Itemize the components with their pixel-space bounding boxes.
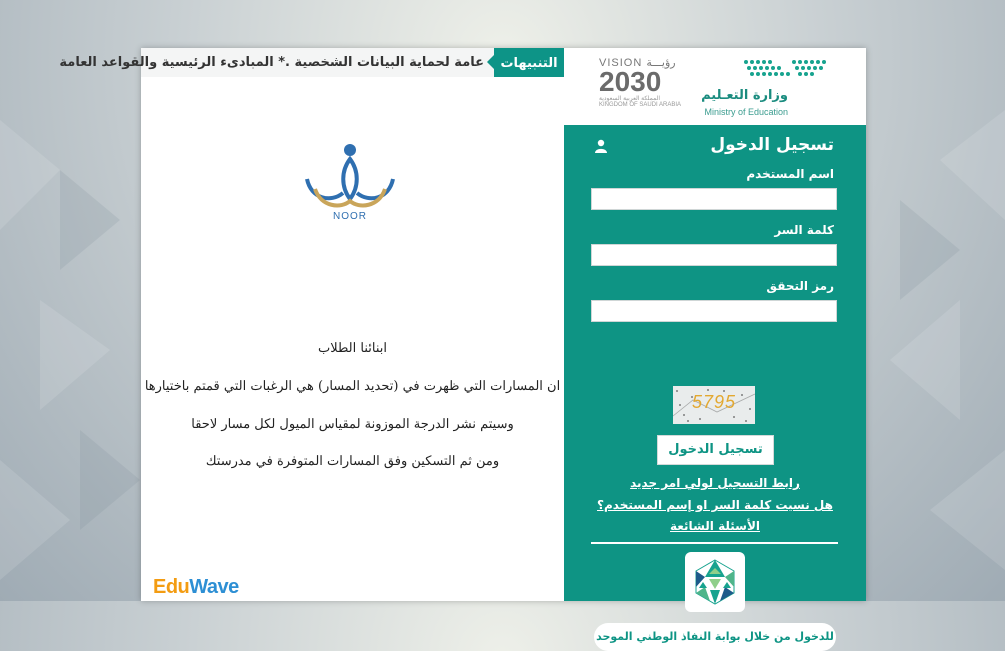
ticker-text[interactable]: عامة لحماية البيانات الشخصية .* المبادىء الرئيسية والقواعد العامة — [59, 55, 484, 70]
moe-dots-icon — [740, 56, 832, 84]
vision-label: VISION رؤيـــة — [599, 57, 676, 69]
moe-name-en: Ministry of Education — [704, 107, 788, 117]
message-line-2: ان المسارات التي ظهرت في (تحديد المسار) هي الرغبات التي قمتم باختيارها — [144, 379, 561, 394]
password-label: كلمة السر — [774, 223, 834, 237]
faq-link[interactable]: الأسئلة الشائعة — [670, 519, 760, 533]
vision-2030-logo — [599, 56, 689, 108]
vision-sub-ar: المملكة العربية السعودية — [599, 96, 661, 102]
vision-sub-en: KINGDOM OF SAUDI ARABIA — [599, 102, 682, 108]
forgot-password-link[interactable]: هل نسيت كلمة السر او إسم المستخدم؟ — [597, 498, 833, 512]
nafath-icon — [685, 552, 745, 612]
user-icon — [594, 139, 608, 153]
moe-name-ar: وزارة التعـليم — [701, 88, 788, 103]
captcha-code: 5795 — [691, 392, 737, 412]
guardian-register-link[interactable]: رابط التسجيل لولي امر جديد — [630, 476, 800, 490]
noor-logo — [301, 141, 401, 221]
page-frame — [59, 48, 866, 643]
username-label: اسم المستخدم — [746, 167, 834, 181]
password-input[interactable] — [591, 244, 837, 266]
nafath-login-button[interactable]: للدخول من خلال بوابة النفاذ الوطني الموحد — [594, 623, 836, 651]
eduwave-edu: Edu — [153, 576, 190, 598]
info-panel — [141, 77, 564, 601]
eduwave-wave: Wave — [189, 576, 239, 598]
captcha-label: رمز التحقق — [766, 279, 834, 293]
eduwave-logo — [153, 576, 239, 599]
nafath-logo[interactable] — [685, 552, 745, 612]
captcha-image — [673, 386, 755, 424]
login-panel — [564, 125, 866, 643]
message-line-3: وسيتم نشر الدرجة الموزونة لمقياس الميول لكل مسار لاحقا — [191, 417, 514, 432]
captcha-input[interactable] — [591, 300, 837, 322]
username-input[interactable] — [591, 188, 837, 210]
login-button[interactable]: تسجيل الدخول — [657, 435, 774, 465]
ticker-label: التنبيهات — [494, 48, 564, 77]
header-logos — [564, 48, 866, 125]
noor-logo-text: NOOR — [333, 211, 367, 222]
login-title: تسجيل الدخول — [710, 135, 834, 155]
vision-year: 2030 — [599, 66, 662, 97]
message-line-4: ومن ثم التسكين وفق المسارات المتوفرة في مدرستك — [205, 454, 500, 469]
panel-divider — [591, 542, 838, 544]
message-line-1: ابنائنا الطلاب — [318, 341, 387, 356]
alerts-ticker — [59, 48, 564, 78]
